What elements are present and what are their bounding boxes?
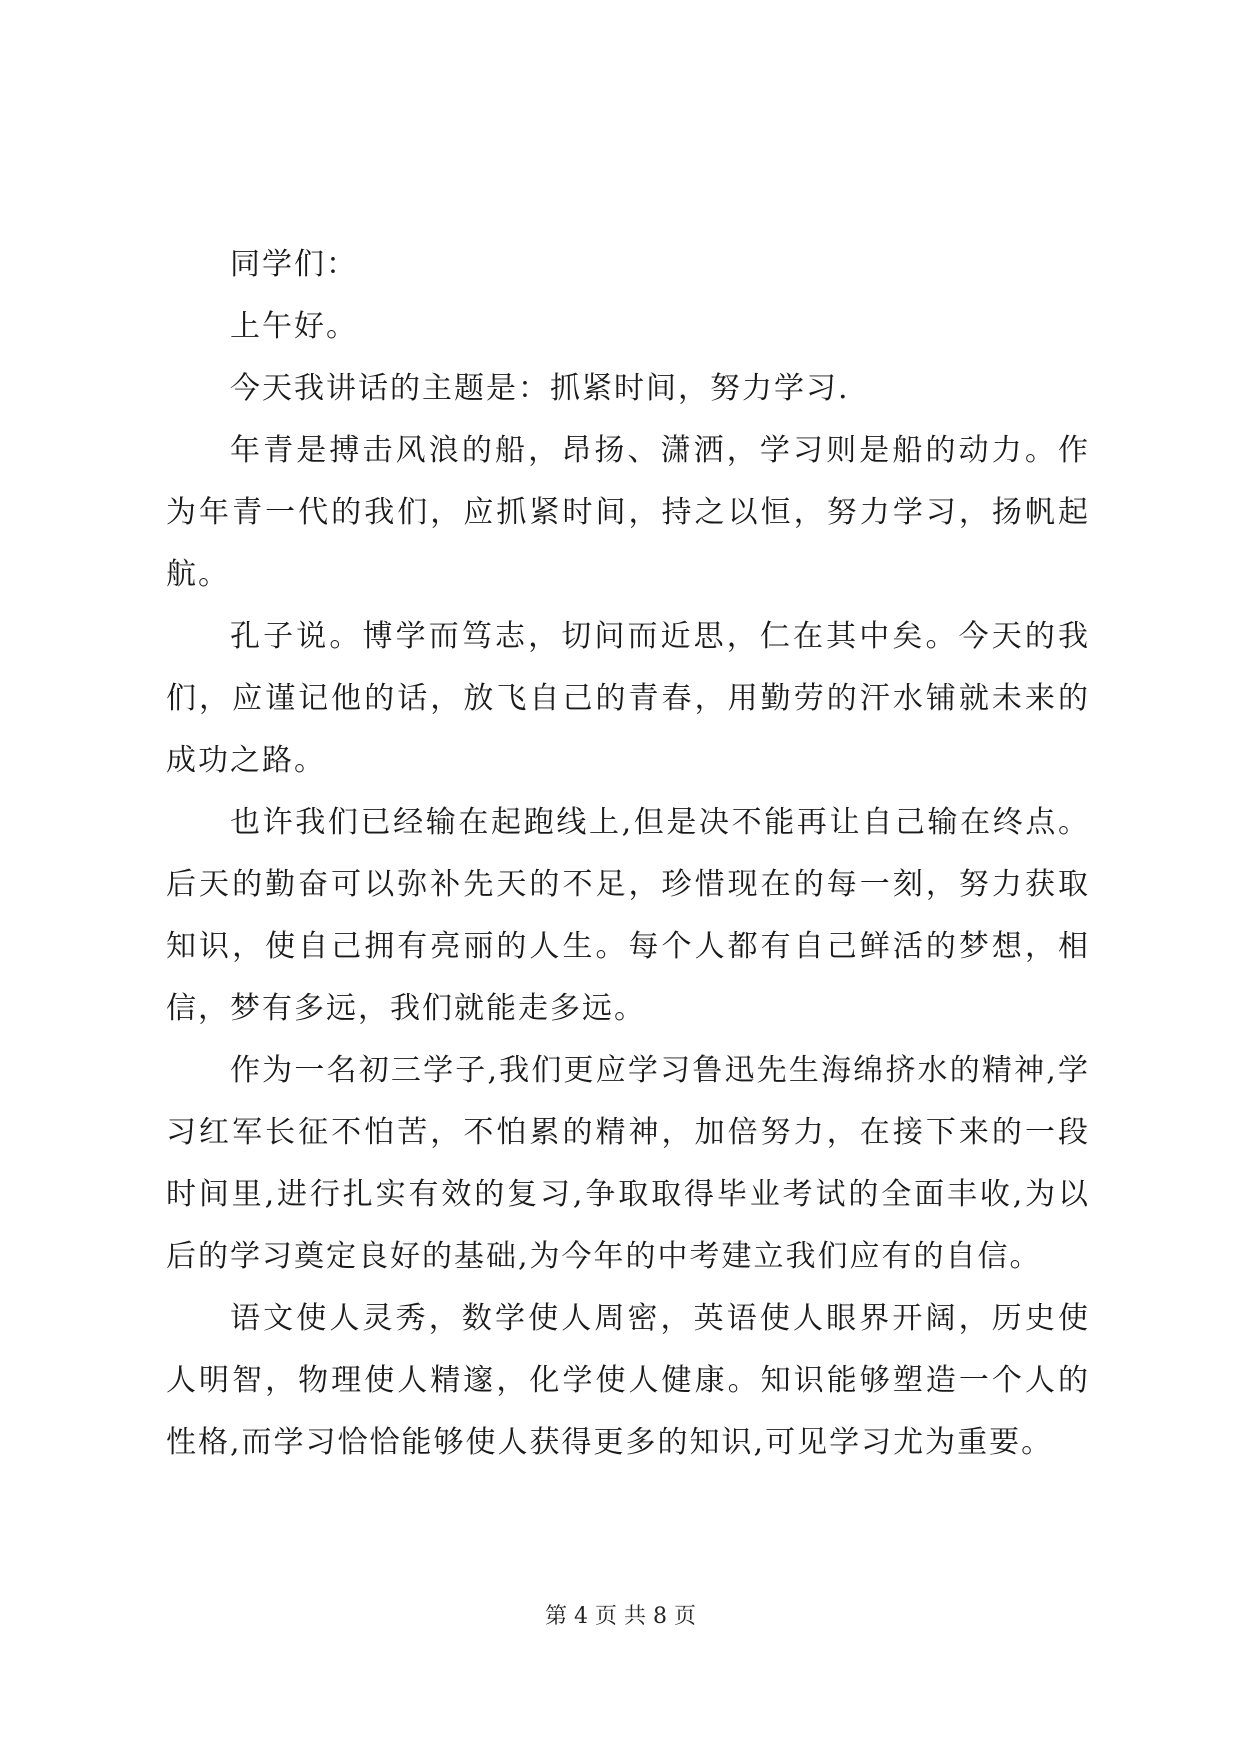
paragraph-salutation: 同学们：	[230, 247, 358, 282]
paragraph-greeting: 上午好。	[230, 309, 358, 344]
paragraph-diligence: 也许我们已经输在起跑线上,但是决不能再让自己输在终点。后天的勤奋可以弥补先天的不足，珍惜现在的每一刻，努力获取知识，使自己拥有亮丽的人生。每个人都有自己鲜活的梦想，相信，梦有多远，我们就能走多远。	[166, 805, 1090, 1026]
paragraph-youth: 年青是搏击风浪的船，昂扬、潇洒，学习则是船的动力。作为年青一代的我们，应抓紧时间，持之以恒，努力学习，扬帆起航。	[166, 433, 1090, 592]
paragraph-grade-nine: 作为一名初三学子,我们更应学习鲁迅先生海绵挤水的精神,学习红军长征不怕苦，不怕累的精神，加倍努力，在接下来的一段时间里,进行扎实有效的复习,争取取得毕业考试的全面丰收,为以后的学习奠定良好的基础,为今年的中考建立我们应有的自信。	[166, 1053, 1090, 1274]
document-body	[166, 234, 1090, 1474]
paragraph-subjects: 语文使人灵秀，数学使人周密，英语使人眼界开阔，历史使人明智，物理使人精邃，化学使人健康。知识能够塑造一个人的性格,而学习恰恰能够使人获得更多的知识,可见学习尤为重要。	[166, 1301, 1090, 1460]
paragraph-topic: 今天我讲话的主题是：抓紧时间，努力学习.	[230, 371, 850, 406]
paragraph-confucius: 孔子说。博学而笃志，切问而近思，仁在其中矣。今天的我们，应谨记他的话，放飞自己的青春，用勤劳的汗水铺就未来的成功之路。	[166, 619, 1090, 778]
page-number-footer: 第 4 页 共 8 页	[545, 1604, 696, 1629]
